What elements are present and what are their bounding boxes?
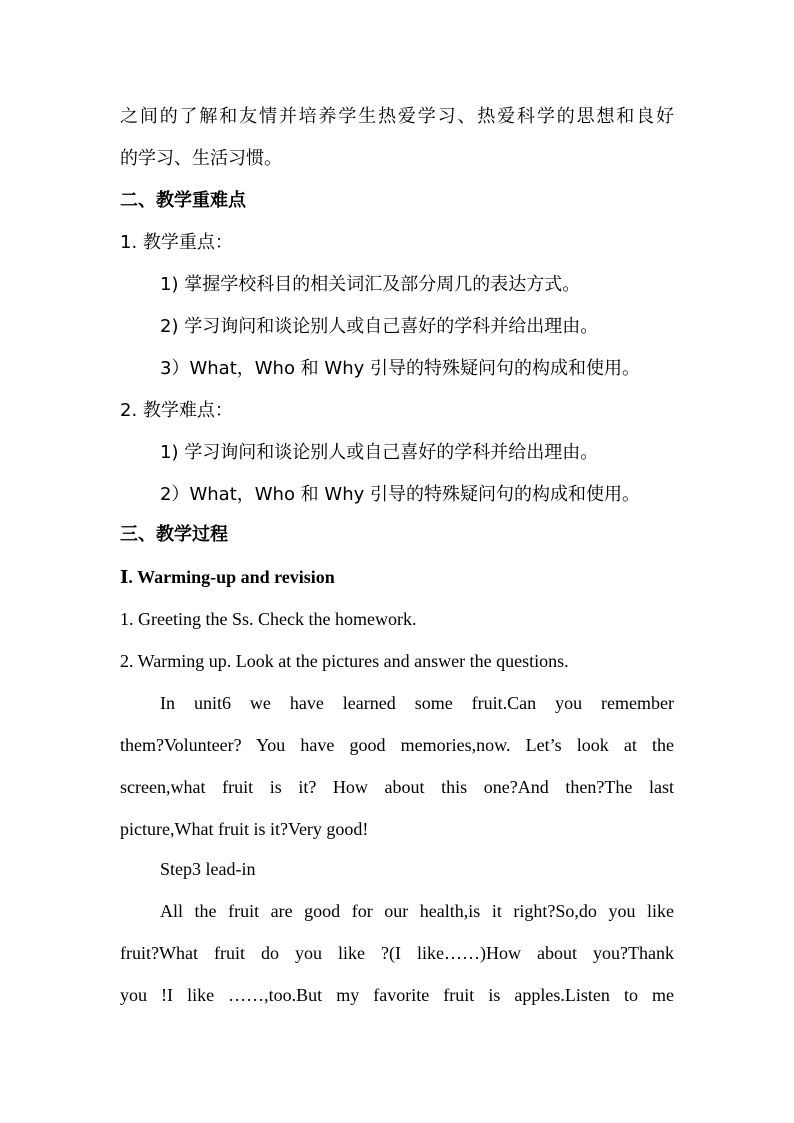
paragraph-line: 的学习、生活习惯。 bbox=[120, 148, 282, 169]
paragraph-line: fruit?What fruit do you like ?(I like……)How about you?Thank bbox=[120, 943, 674, 963]
paragraph-line: them?Volunteer? You have good memories,now. Let’s look at the bbox=[120, 735, 674, 755]
paragraph-line: 2. Warming up. Look at the pictures and answer the questions. bbox=[120, 651, 569, 671]
paragraph-line: All the fruit are good for our health,is it right?So,do you like bbox=[160, 901, 674, 921]
list-item: 1) 学习询问和谈论别人或自己喜好的学科并给出理由。 bbox=[160, 442, 599, 463]
subsection-heading: 1. 教学重点： bbox=[120, 232, 233, 253]
paragraph-line: screen,what fruit is it? How about this one?And then?The last bbox=[120, 777, 674, 797]
list-item: 3）What，Who 和 Why 引导的特殊疑问句的构成和使用。 bbox=[160, 358, 640, 379]
step-heading: Ⅰ. Warming-up and revision bbox=[120, 567, 335, 587]
paragraph-line: you !I like ……,too.But my favorite fruit is apples.Listen to me bbox=[120, 985, 674, 1005]
list-item: 2) 学习询问和谈论别人或自己喜好的学科并给出理由。 bbox=[160, 316, 599, 337]
step-label: Step3 lead-in bbox=[160, 859, 256, 879]
paragraph-line: picture,What fruit is it?Very good! bbox=[120, 819, 369, 839]
section-heading: 三、教学过程 bbox=[120, 524, 228, 545]
list-item: 2）What，Who 和 Why 引导的特殊疑问句的构成和使用。 bbox=[160, 484, 640, 505]
paragraph-line: 之间的了解和友情并培养学生热爱学习、热爱科学的思想和良好 bbox=[120, 106, 674, 127]
list-item: 1) 掌握学校科目的相关词汇及部分周几的表达方式。 bbox=[160, 274, 581, 295]
section-heading: 二、教学重难点 bbox=[120, 190, 246, 211]
paragraph-line: In unit6 we have learned some fruit.Can you remember bbox=[160, 693, 674, 713]
paragraph-line: 1. Greeting the Ss. Check the homework. bbox=[120, 609, 417, 629]
subsection-heading: 2. 教学难点： bbox=[120, 400, 233, 421]
